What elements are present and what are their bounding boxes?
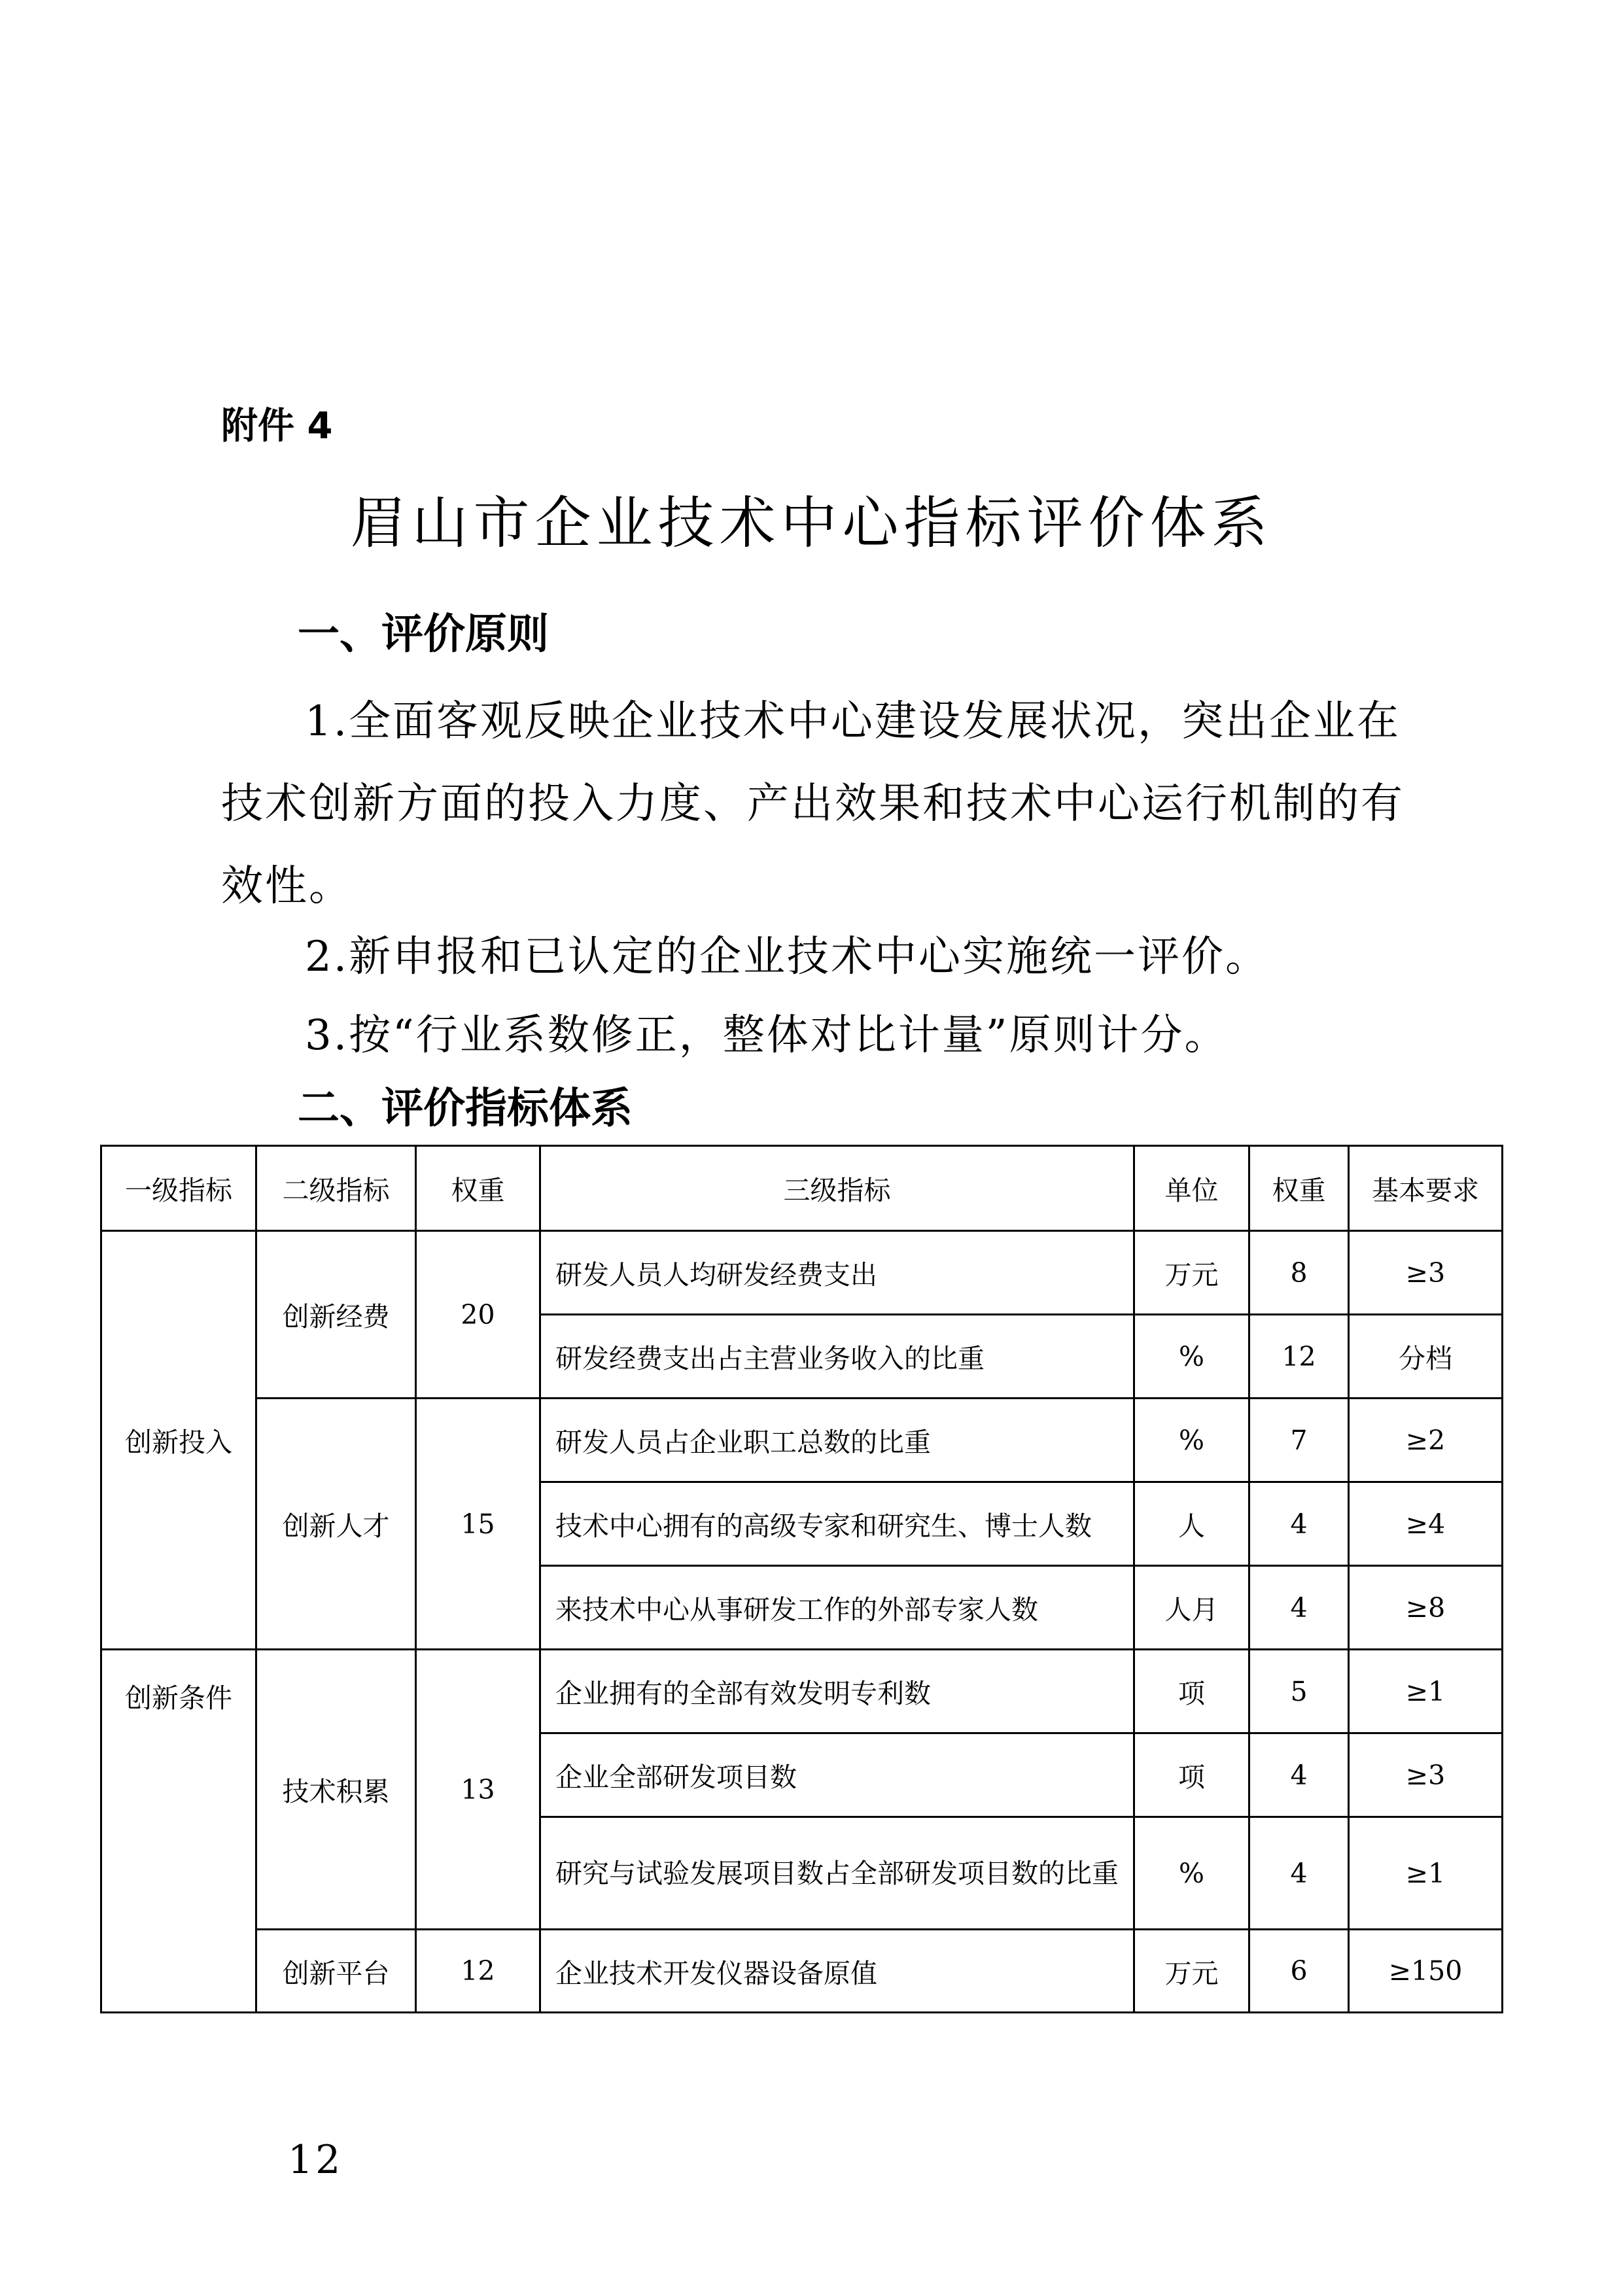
unit-cell: 项	[1134, 1650, 1249, 1733]
requirement-cell: ≥150	[1349, 1930, 1503, 2013]
unit-cell: %	[1134, 1315, 1249, 1399]
requirement-cell: ≥3	[1349, 1733, 1503, 1817]
unit-cell: 人月	[1134, 1566, 1249, 1650]
level3-cell: 企业全部研发项目数	[540, 1733, 1134, 1817]
level2-weight-cell: 15	[416, 1399, 540, 1650]
section-heading-indicators: 二、评价指标体系	[298, 1085, 633, 1133]
level3-cell: 研发经费支出占主营业务收入的比重	[540, 1315, 1134, 1399]
unit-cell: 人	[1134, 1482, 1249, 1566]
header-level3: 三级指标	[540, 1146, 1134, 1231]
indicator-table	[100, 1145, 1503, 2013]
requirement-cell: ≥4	[1349, 1482, 1503, 1566]
level2-cell: 技术积累	[256, 1650, 416, 1930]
table-row	[101, 1930, 1503, 2013]
table-row	[101, 1399, 1503, 1482]
level3-cell: 企业技术开发仪器设备原值	[540, 1930, 1134, 2013]
level3-cell: 研发人员占企业职工总数的比重	[540, 1399, 1134, 1482]
document-title: 眉山市企业技术中心指标评价体系	[350, 491, 1273, 556]
unit-cell: %	[1134, 1399, 1249, 1482]
attachment-label: 附件 4	[221, 405, 333, 447]
weight-cell: 4	[1249, 1733, 1349, 1817]
requirement-cell: ≥8	[1349, 1566, 1503, 1650]
level3-cell: 来技术中心从事研发工作的外部专家人数	[540, 1566, 1134, 1650]
level3-cell: 研究与试验发展项目数占全部研发项目数的比重	[540, 1817, 1134, 1930]
level3-cell: 企业拥有的全部有效发明专利数	[540, 1650, 1134, 1733]
level1-cell: 创新投入	[101, 1231, 256, 1650]
level1-cell: 创新条件	[101, 1650, 256, 2013]
requirement-cell: ≥1	[1349, 1817, 1503, 1930]
weight-cell: 12	[1249, 1315, 1349, 1399]
table-header-row	[101, 1146, 1503, 1231]
header-level1: 一级指标	[101, 1146, 256, 1231]
weight-cell: 8	[1249, 1231, 1349, 1315]
level2-weight-cell: 20	[416, 1231, 540, 1399]
unit-cell: 项	[1134, 1733, 1249, 1817]
requirement-cell: ≥2	[1349, 1399, 1503, 1482]
weight-cell: 4	[1249, 1566, 1349, 1650]
weight-cell: 6	[1249, 1930, 1349, 2013]
header-level2: 二级指标	[256, 1146, 416, 1231]
level2-weight-cell: 13	[416, 1650, 540, 1930]
principle-paragraph-1: 1.全面客观反映企业技术中心建设发展状况，突出企业在技术创新方面的投入力度、产出效果和技术中心运行机制的有效性。	[221, 697, 1405, 911]
header-level2-weight: 权重	[416, 1146, 540, 1231]
unit-cell: %	[1134, 1817, 1249, 1930]
level2-cell: 创新平台	[256, 1930, 416, 2013]
principle-paragraph-2: 2.新申报和已认定的企业技术中心实施统一评价。	[305, 933, 1270, 981]
header-requirement: 基本要求	[1349, 1146, 1503, 1231]
weight-cell: 4	[1249, 1482, 1349, 1566]
weight-cell: 7	[1249, 1399, 1349, 1482]
requirement-cell: ≥3	[1349, 1231, 1503, 1315]
table-row	[101, 1231, 1503, 1315]
requirement-cell: 分档	[1349, 1315, 1503, 1399]
principle-paragraph-3: 3.按“行业系数修正，整体对比计量”原则计分。	[305, 1011, 1229, 1060]
level3-cell: 研发人员人均研发经费支出	[540, 1231, 1134, 1315]
unit-cell: 万元	[1134, 1231, 1249, 1315]
level2-cell: 创新人才	[256, 1399, 416, 1650]
weight-cell: 5	[1249, 1650, 1349, 1733]
page-number: 12	[288, 2137, 343, 2183]
level2-cell: 创新经费	[256, 1231, 416, 1399]
weight-cell: 4	[1249, 1817, 1349, 1930]
header-unit: 单位	[1134, 1146, 1249, 1231]
table-row	[101, 1650, 1503, 1733]
unit-cell: 万元	[1134, 1930, 1249, 2013]
level2-weight-cell: 12	[416, 1930, 540, 2013]
requirement-cell: ≥1	[1349, 1650, 1503, 1733]
section-heading-principles: 一、评价原则	[298, 610, 549, 659]
header-level3-weight: 权重	[1249, 1146, 1349, 1231]
level3-cell: 技术中心拥有的高级专家和研究生、博士人数	[540, 1482, 1134, 1566]
